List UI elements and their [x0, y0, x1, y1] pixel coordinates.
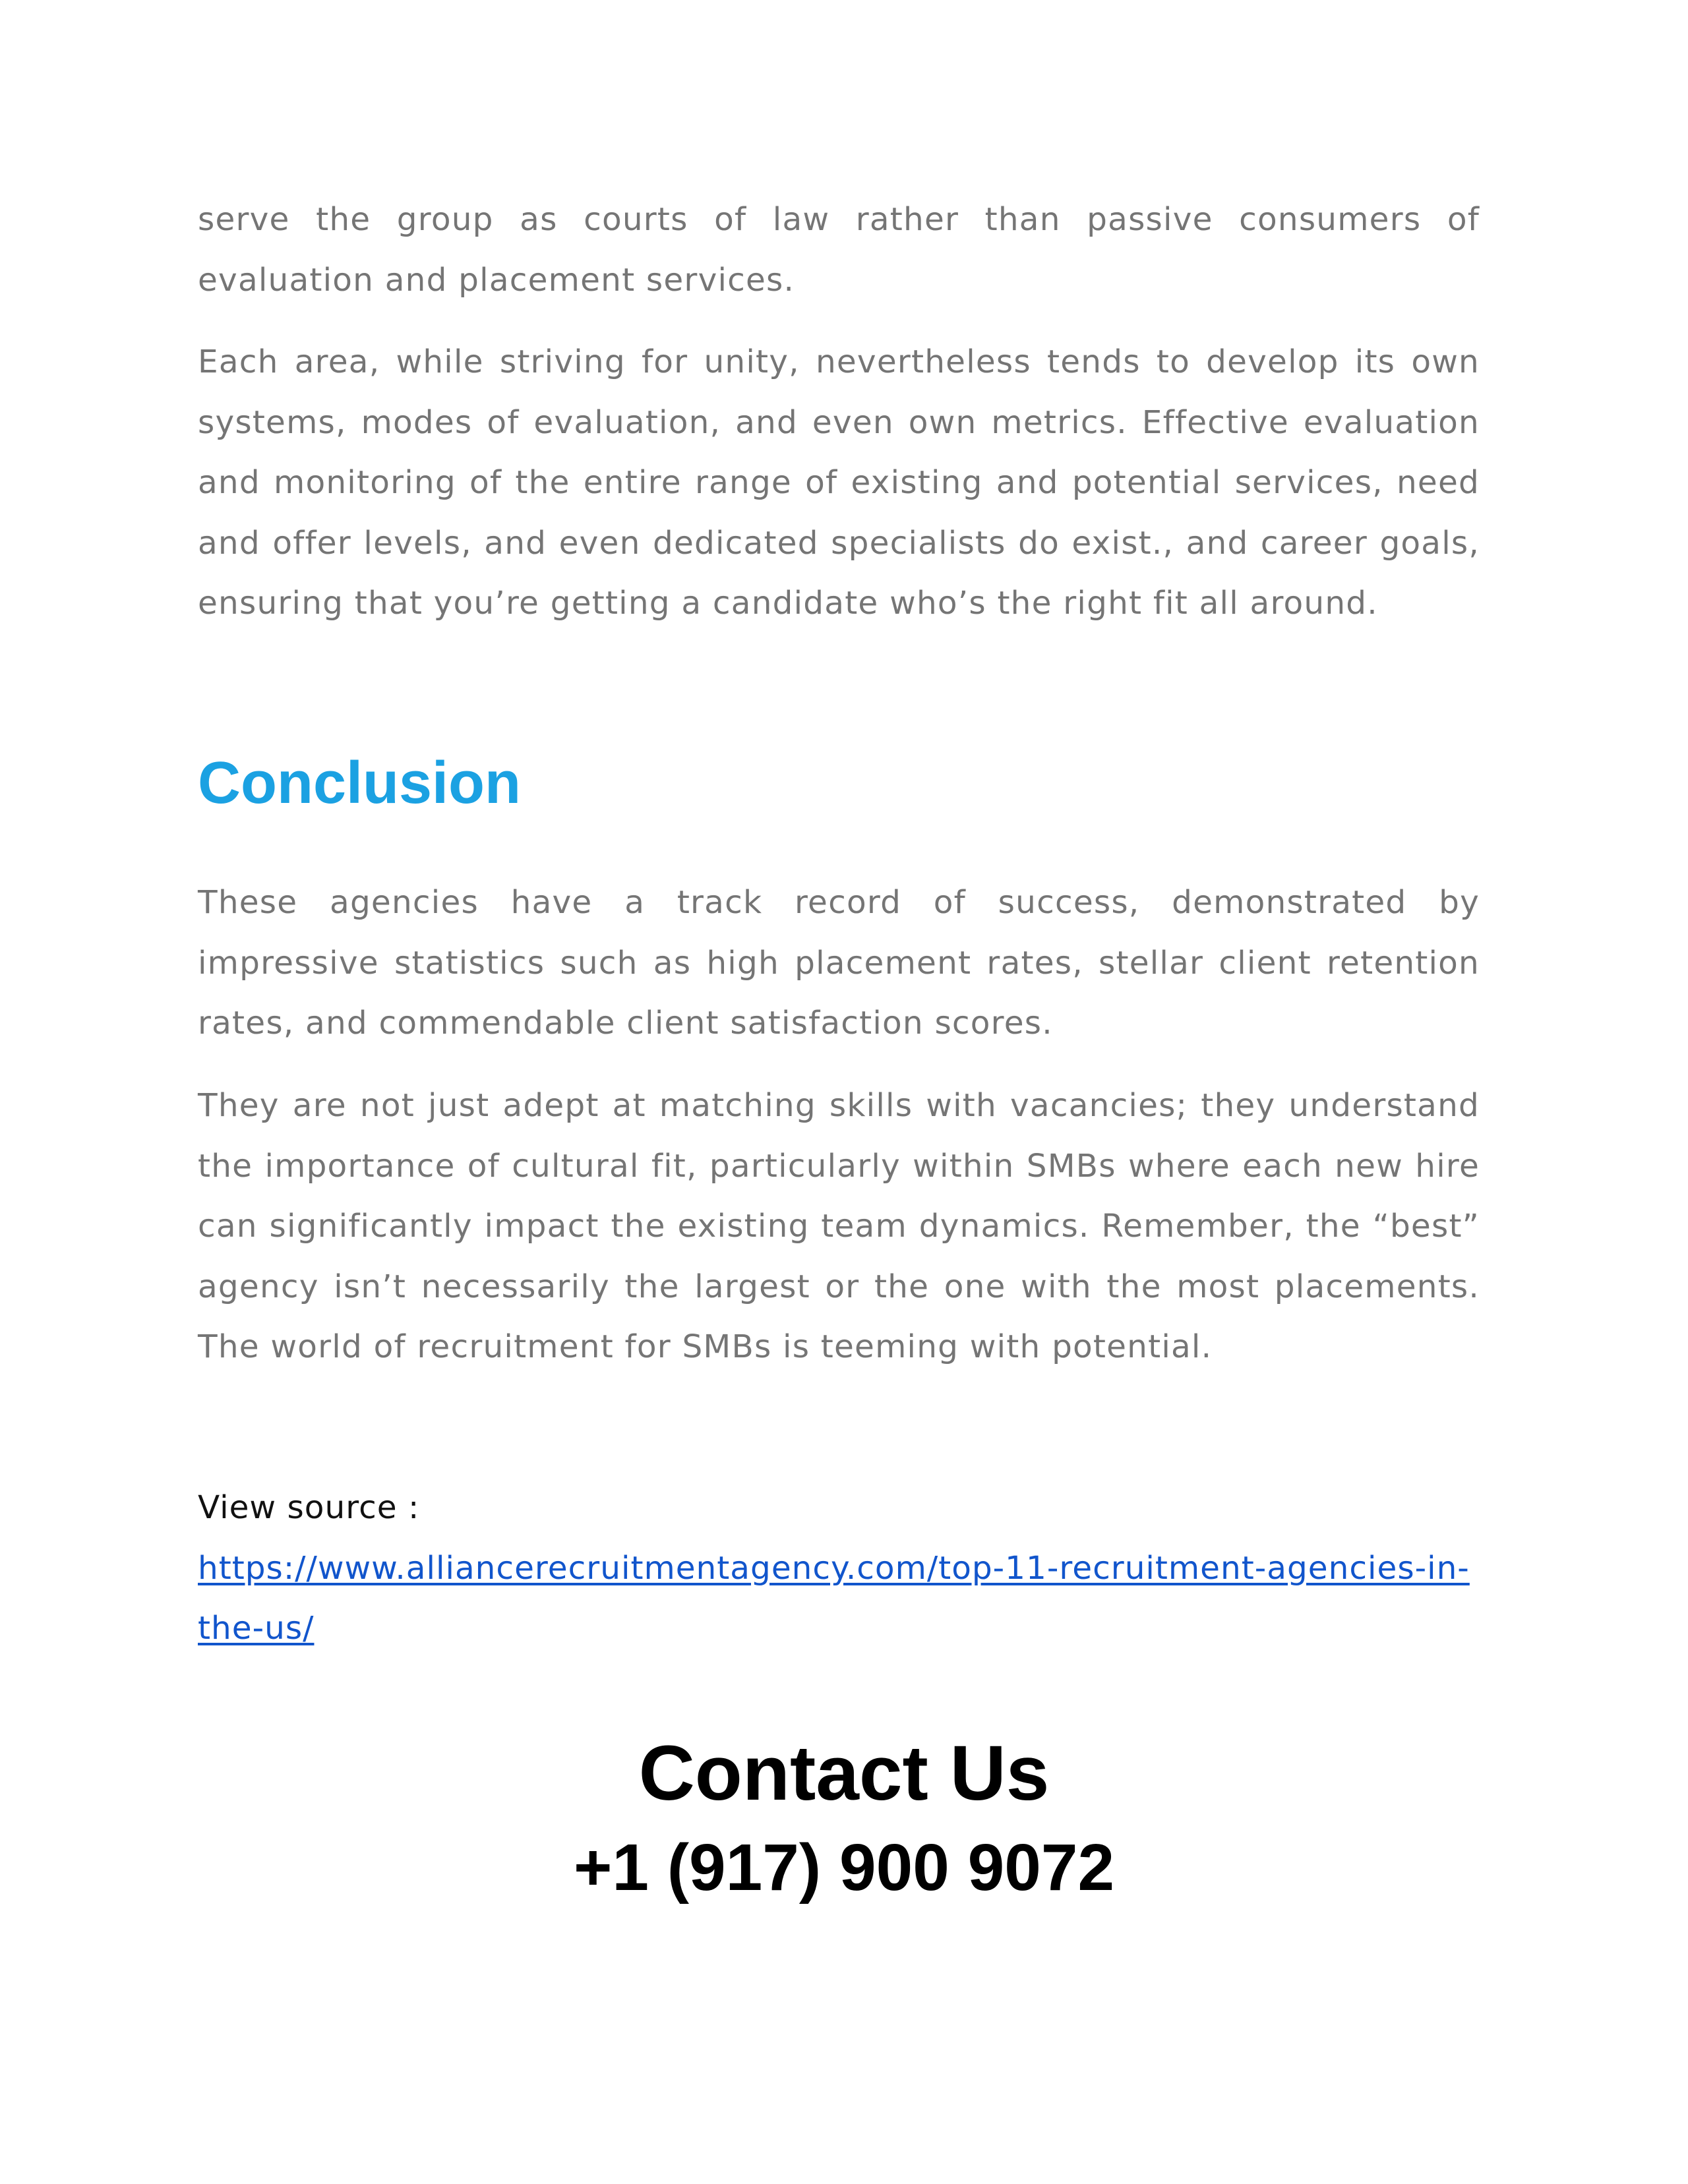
paragraph-evaluation-systems: Each area, while striving for unity, nevertheless tends to develop its own systems, modes of evaluation, and even own metrics. Effective evaluation and monitoring of the entire range of existing and potential services, need and offer levels, and even dedicated specialists do exist., and career goals, ensuring that you’re getting a candidate who’s the right fit all around. [198, 343, 1480, 622]
source-block [198, 1478, 1480, 1659]
section-heading-conclusion: Conclusion [198, 750, 521, 816]
paragraph-track-record: These agencies have a track record of success, demonstrated by impressive statistics such as high placement rates, stellar client retention rates, and commendable client satisfaction scores. [198, 884, 1480, 1042]
paragraph-intro-continued: serve the group as courts of law rather than passive consumers of evaluation and placement services. [198, 201, 1480, 299]
contact-title: Contact Us [638, 1730, 1050, 1817]
source-label: View source : [198, 1489, 420, 1526]
contact-phone[interactable]: +1 (917) 900 9072 [573, 1831, 1115, 1904]
paragraph-cultural-fit: They are not just adept at matching skills with vacancies; they understand the importance of cultural fit, particularly within SMBs where each new hire can significantly impact the existing team dynamics. Remember, the “best” agency isn’t necessarily the largest or the one with the most placements. The world of recruitment for SMBs is teeming with potential. [198, 1087, 1480, 1365]
source-link[interactable]: https://www.alliancerecruitmentagency.com/top-11-recruitment-agencies-in-the-us/ [198, 1549, 1470, 1647]
